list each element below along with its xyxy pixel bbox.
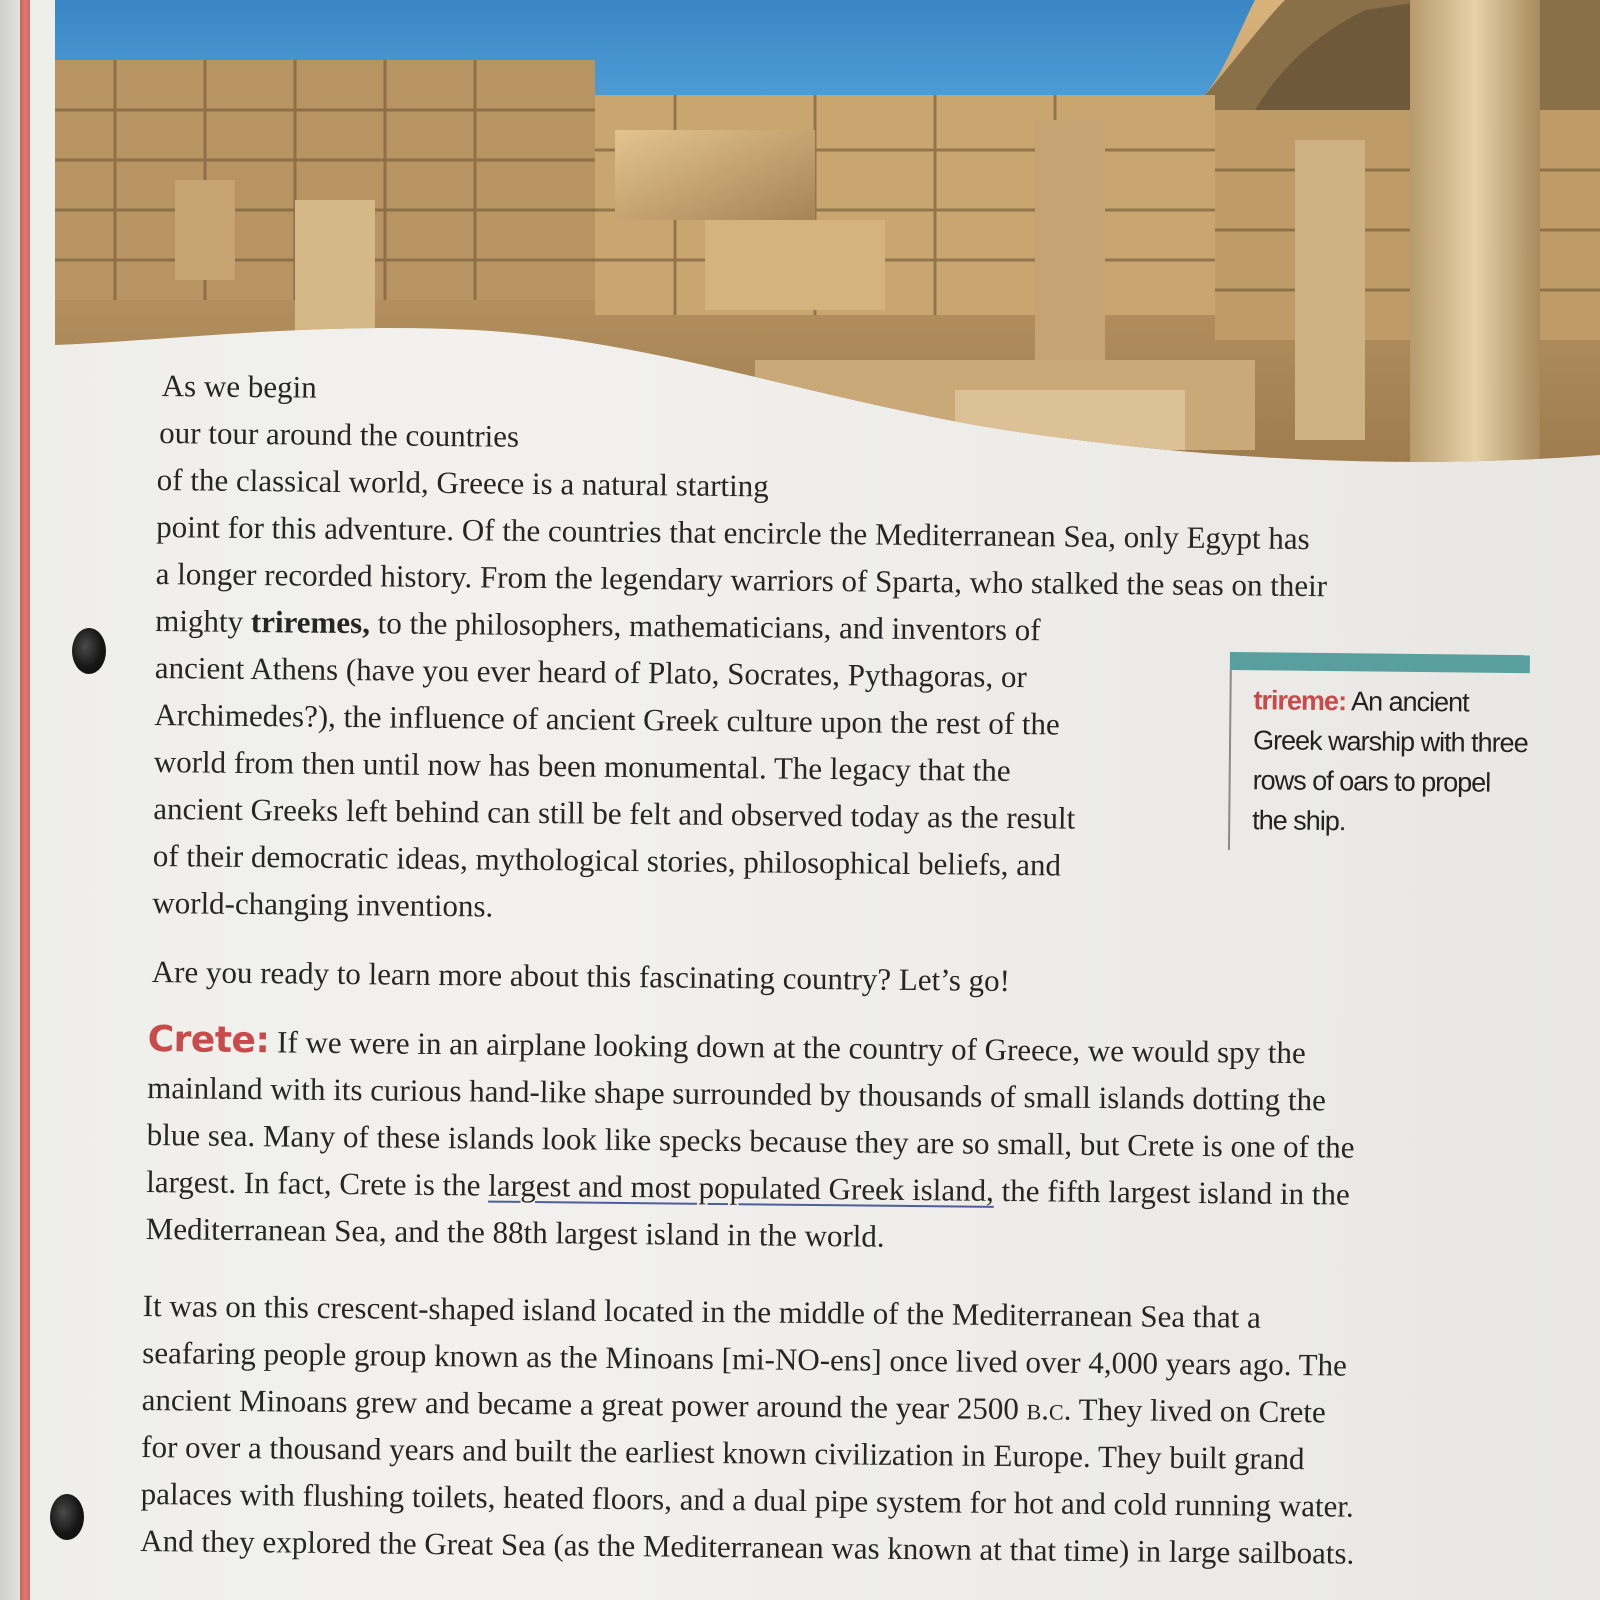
minoans-text: They lived on Crete [1071, 1391, 1326, 1430]
glossary-text [1252, 680, 1534, 843]
minoans-line: And they explored the Great Sea (as the Mediterranean was known at that time) in large sailboats. [140, 1522, 1355, 1571]
glossary-bar [1230, 652, 1530, 673]
intro-line: point for this adventure. Of the countries that encircle the Mediterranean Sea, only Egypt has [156, 508, 1310, 557]
minoans-line: It was on this crescent-shaped island located in the middle of the Mediterranean Sea that a [142, 1287, 1262, 1335]
intro-line: As we begin [161, 368, 317, 405]
crete-line: blue sea. Many of these islands look like specks because they are so small, but Crete is one of the [146, 1116, 1355, 1165]
crete-text: If we were in an airplane looking down at the country of Greece, we would spy the [269, 1024, 1306, 1071]
crete-text: largest. In fact, Crete is the [146, 1163, 489, 1203]
intro-line: ancient Athens (have you ever heard of Plato, Socrates, Pythagoras, or [154, 649, 1027, 695]
intro-paragraph [152, 362, 1528, 940]
glossary-line: the ship. [1252, 805, 1346, 837]
minoans-line: for over a thousand years and built the earliest known civilization in Europe. They built grand [141, 1428, 1305, 1477]
glossary-term: trireme: [1253, 685, 1347, 717]
glossary-line: rows of oars to propel [1252, 765, 1491, 798]
glossary-term-inline: triremes, [250, 603, 371, 641]
intro-line: of the classical world, Greece is a natural starting [156, 461, 769, 504]
intro-line: world from then until now has been monumental. The legacy that the [153, 743, 1011, 788]
red-margin-rule [20, 0, 30, 1600]
minoans-text: ancient Minoans grew and became a great power around the year 2500 [141, 1381, 1027, 1427]
intro-line: our tour around the countries [159, 415, 520, 454]
binder-hole [50, 1494, 84, 1540]
question-paragraph [152, 948, 1522, 1009]
intro-line: world-changing inventions. [152, 884, 494, 924]
crete-paragraph [146, 1016, 1518, 1266]
minoans-line: palaces with flushing toilets, heated floors, and a dual pipe system for hot and cold running water. [140, 1475, 1354, 1524]
binder-hole [72, 628, 106, 674]
underlined-phrase: largest and most populated Greek island, [488, 1167, 995, 1208]
glossary-def: An ancient [1350, 686, 1469, 718]
glossary-box [1228, 652, 1530, 850]
crete-line: Mediterranean Sea, and the 88th largest island in the world. [145, 1210, 885, 1254]
crete-heading: Crete: [147, 1018, 270, 1062]
glossary-line: Greek warship with three [1252, 725, 1528, 759]
intro-line: a longer recorded history. From the legendary warriors of Sparta, who stalked the seas on their [155, 555, 1328, 604]
minoans-paragraph [140, 1282, 1513, 1578]
minoans-line: seafaring people group known as the Minoans [mi-NO-ens] once lived over 4,000 years ago. The [142, 1334, 1348, 1383]
crete-line: mainland with its curious hand-like shape surrounded by thousands of small islands dotting the [147, 1069, 1327, 1118]
intro-text: mighty [155, 602, 252, 639]
glossary-line [1253, 680, 1533, 723]
era-abbrev: b.c. [1026, 1391, 1072, 1427]
question-text: Are you ready to learn more about this fascinating country? Let’s go! [151, 953, 1011, 998]
intro-line: ancient Greeks left behind can still be felt and observed today as the result [153, 790, 1076, 836]
intro-line: Archimedes?), the influence of ancient Greek culture upon the rest of the [154, 696, 1060, 742]
intro-text: to the philosophers, mathematicians, and inventors of [369, 605, 1041, 648]
intro-line: of their democratic ideas, mythological stories, philosophical beliefs, and [152, 837, 1062, 883]
crete-text: the fifth largest island in the [993, 1172, 1350, 1212]
